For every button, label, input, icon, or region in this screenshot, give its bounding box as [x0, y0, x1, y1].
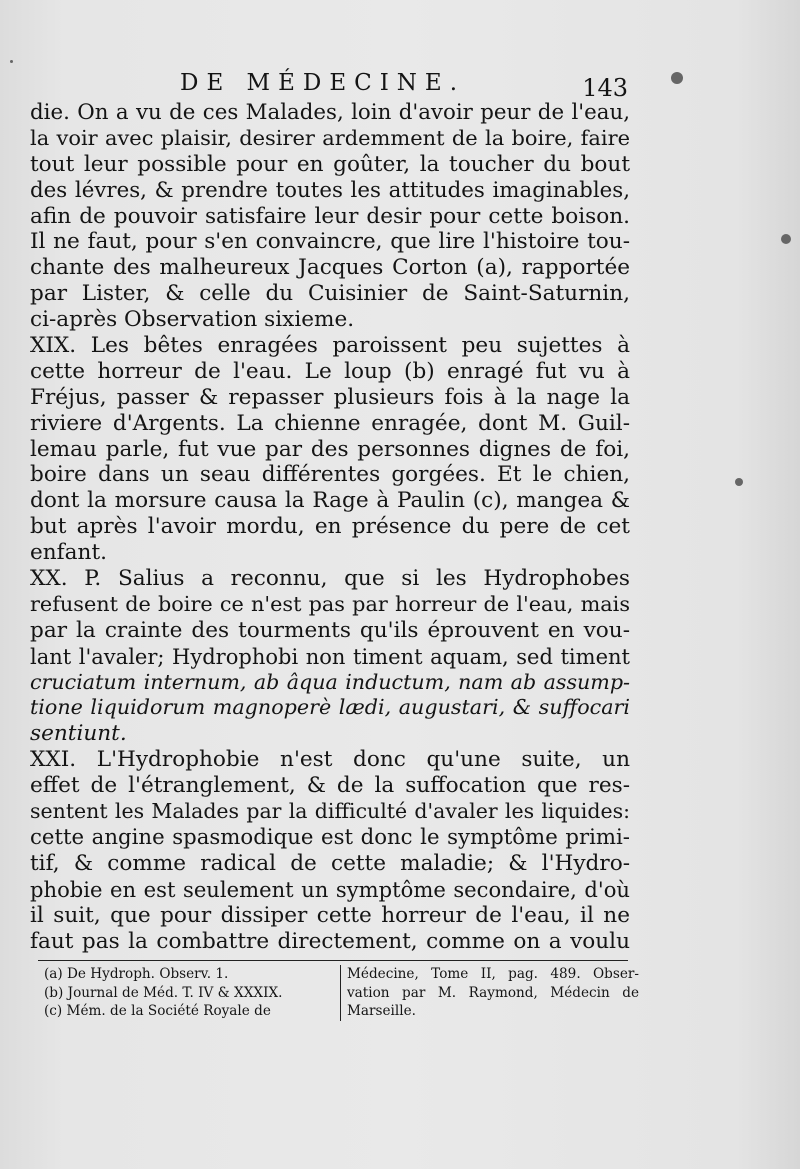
footnotes-right-column	[340, 965, 639, 1021]
text-line: cette horreur de l'eau. Le loup (b) enragé fut vu à	[30, 358, 630, 384]
text-line: riviere d'Argents. La chienne enragée, dont M. Guil-	[30, 410, 630, 436]
text-line: XXI. L'Hydrophobie n'est donc qu'une suite, un	[30, 747, 630, 773]
text-line: ci-après Observation sixieme.	[30, 307, 355, 333]
text-line: dont la morsure causa la Rage à Paulin (c), mangea &	[30, 488, 630, 514]
footnote-continuation: Médecine, Tome II, pag. 489. Obser-	[347, 966, 639, 982]
text-line: afin de pouvoir satisfaire leur desir pour cette boison.	[30, 203, 630, 229]
text-line: chante des malheureux Jacques Corton (a), rapportée	[30, 255, 630, 281]
footnotes-left-column	[44, 965, 327, 1021]
text-line: la voir avec plaisir, desirer ardemment de la boire, faire	[30, 125, 630, 150]
text-line: Il ne faut, pour s'en convaincre, que lire l'histoire tou-	[30, 229, 630, 255]
ink-speck	[671, 72, 683, 84]
text-line: XX. P. Salius a reconnu, que si les Hydrophobes	[30, 566, 630, 592]
text-line: des lévres, & prendre toutes les attitudes imaginables,	[30, 177, 630, 203]
text-line: tout leur possible pour en goûter, la toucher du bout	[30, 151, 630, 177]
text-line: Fréjus, passer & repasser plusieurs fois à la nage la	[30, 384, 630, 410]
ink-speck	[781, 234, 791, 244]
text-line: boire dans un seau différentes gorgées. Et le chien,	[30, 462, 630, 488]
footnote: (c) Mém. de la Société Royale de	[44, 1003, 271, 1019]
text-line: effet de l'étranglement, & de la suffocation que res-	[30, 773, 630, 799]
footnote-continuation: vation par M. Raymond, Médecin de	[347, 984, 639, 1001]
text-line: lemau parle, fut vue par des personnes dignes de foi,	[30, 436, 630, 462]
text-line: phobie en est seulement un symptôme secondaire, d'où	[30, 876, 630, 902]
footnote: (b) Journal de Méd. T. IV & XXXIX.	[44, 984, 283, 1001]
text-line: lant l'avaler; Hydrophobi non timent aquam, sed timent	[30, 643, 630, 669]
text-line: but après l'avoir mordu, en présence du pere de cet	[30, 514, 630, 540]
text-line: cette angine spasmodique est donc le symptôme primi-	[30, 824, 630, 850]
text-line: cruciatum internum, ab âqua inductum, nam ab assump-	[30, 669, 630, 694]
text-line: faut pas la combattre directement, comme on a voulu	[30, 928, 630, 954]
footnote: (a) De Hydroph. Observ. 1.	[44, 966, 229, 982]
text-line: tione liquidorum magnoperè lædi, augustari, & suffocari	[30, 695, 630, 720]
text-line: XIX. Les bêtes enragées paroissent peu sujettes à	[30, 333, 630, 359]
text-line: il suit, que pour dissiper cette horreur de l'eau, il ne	[30, 902, 630, 928]
text-line: par Lister, & celle du Cuisinier de Saint-Saturnin,	[30, 281, 630, 307]
footnote-rule	[38, 960, 628, 961]
ink-speck	[10, 60, 13, 63]
text-line: sentiunt.	[30, 721, 127, 747]
text-line: enfant.	[30, 540, 108, 566]
ink-speck	[735, 478, 743, 486]
text-line: refusent de boire ce n'est pas par horreur de l'eau, mais	[30, 591, 630, 616]
text-line: sentent les Malades par la difficulté d'avaler les liquides:	[30, 799, 630, 824]
text-line: tif, & comme radical de cette maladie; & l'Hydro-	[30, 850, 630, 876]
running-title: DE MÉDECINE.	[180, 70, 466, 96]
page-number: 143	[582, 74, 628, 102]
text-line: par la crainte des tourments qu'ils éprouvent en vou-	[30, 617, 630, 643]
main-text	[30, 100, 630, 954]
text-line: die. On a vu de ces Malades, loin d'avoir peur de l'eau,	[30, 100, 630, 125]
footnote-continuation: Marseille.	[347, 1003, 416, 1019]
